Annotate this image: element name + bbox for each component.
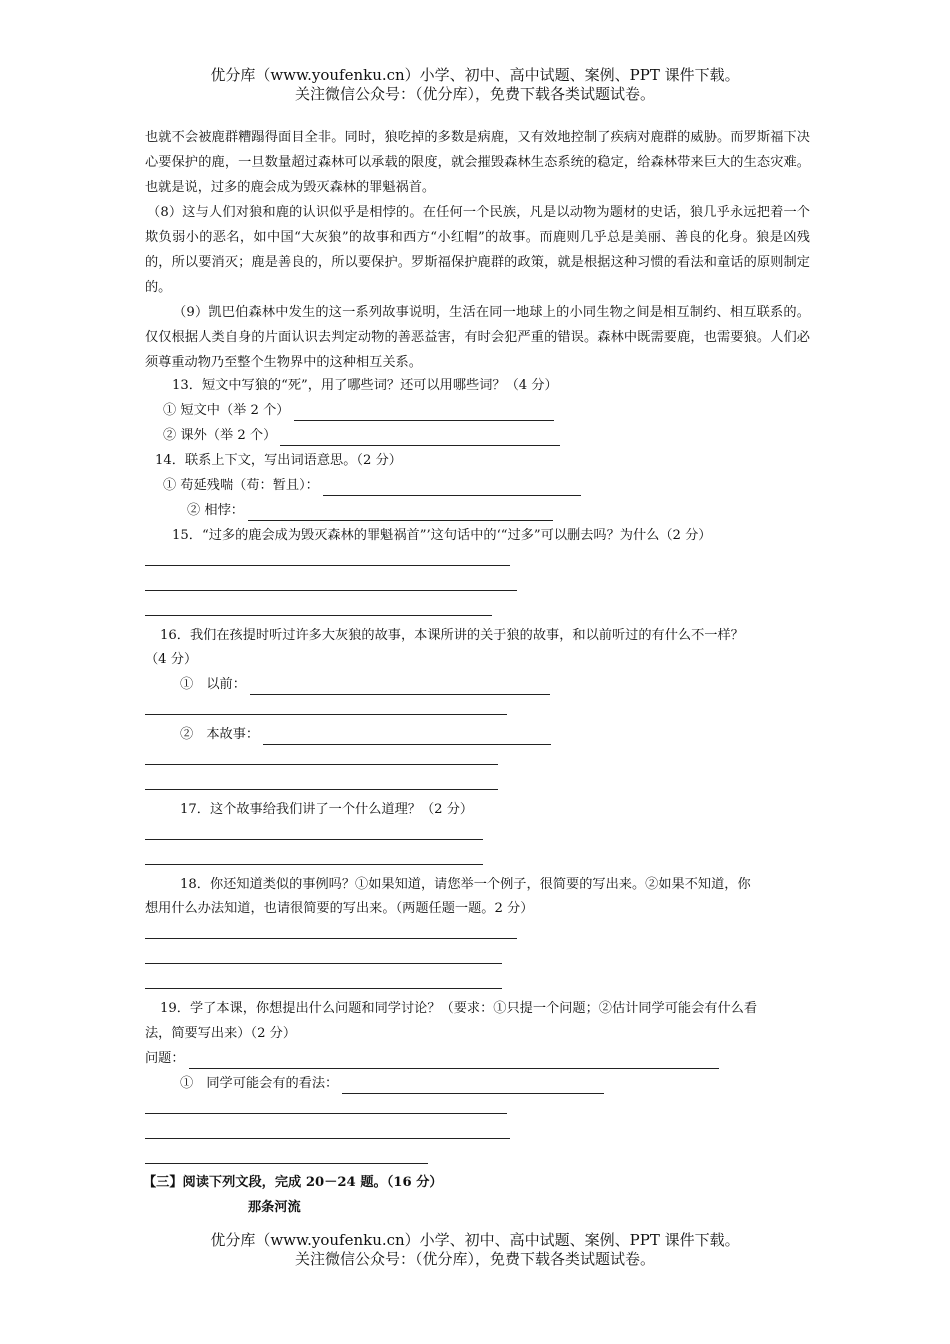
answer-blank-14a[interactable] [323, 481, 581, 496]
question-14-part-b [187, 501, 553, 521]
answer-blank-13b[interactable] [280, 431, 560, 446]
header-line-2: 关注微信公众号：（优分库），免费下载各类试题试卷。 [294, 85, 655, 103]
question-13-part-a [163, 401, 554, 421]
answer-line-17-2[interactable] [145, 864, 483, 865]
question-13-part-b [163, 426, 560, 446]
answer-line-15-3[interactable] [145, 615, 492, 616]
passage-paragraph-7-end: 也就不会被鹿群糟蹋得面目全非。同时，狼吃掉的多数是病鹿，又有效地控制了疾病对鹿群的威胁。而罗斯福下决心要保护的鹿，一旦数量超过森林可以承载的限度，就会摧毁森林生态系统的稳定，给森林带来巨大的生态灾难。也就是说，过多的鹿会成为毁灭森林的罪魁祸首。 [145, 130, 810, 195]
question-19-question-row [145, 1049, 719, 1069]
answer-line-16b-3[interactable] [145, 789, 498, 790]
question-19-question-label: 问题： [145, 1051, 185, 1066]
question-19-opinion-label: ① 同学可能会有的看法： [180, 1076, 339, 1091]
answer-line-16b-2[interactable] [145, 764, 498, 765]
footer-line-1: 优分库（www.youfenku.cn）小学、初中、高中试题、案例、PPT 课件下载。 [210, 1231, 740, 1249]
question-15: 15．“过多的鹿会成为毁灭森林的罪魁祸首”’这句话中的‘“过多”可以删去吗？为什么（2 分） [172, 528, 712, 543]
passage-paragraph-8: （8）这与人们对狼和鹿的认识似乎是相悖的。在任何一个民族，凡是以动物为题材的史话，狼几乎永远把着一个欺负弱小的恶名，如中国“大灰狼”的故事和西方“小红帽”的故事。而鹿则几乎总是美丽、善良的化身。狼是凶残的，所以要消灭；鹿是善良的，所以要保护。罗斯福保护鹿群的政策，就是根据这种习惯的看法和童话的原则制定的。 [145, 205, 810, 295]
answer-blank-16b[interactable] [263, 730, 551, 745]
answer-line-19-3[interactable] [145, 1138, 510, 1139]
answer-line-15-2[interactable] [145, 590, 517, 591]
answer-line-18-1[interactable] [145, 938, 517, 939]
answer-line-18-3[interactable] [145, 988, 502, 989]
question-14-part-b-label: ② 相悖： [187, 503, 244, 518]
answer-line-19-4[interactable] [145, 1163, 428, 1164]
question-16-line-2: （4 分） [145, 652, 198, 667]
question-14-part-a [163, 476, 581, 496]
question-13-part-a-label: ① 短文中（举 2 个） [163, 403, 290, 418]
section-3-heading: 【三】阅读下列文段，完成 20－24 题。（16 分） [143, 1175, 443, 1190]
question-16-part-a-label: ① 以前： [180, 677, 246, 692]
question-16-part-a [180, 675, 550, 695]
section-3-title: 那条河流 [248, 1200, 301, 1215]
answer-line-18-2[interactable] [145, 963, 502, 964]
question-14: 14．联系上下文，写出词语意思。（2 分） [155, 453, 402, 468]
page-header [0, 66, 950, 104]
question-13-part-b-label: ② 课外（举 2 个） [163, 428, 277, 443]
question-16-part-b-label: ② 本故事： [180, 727, 260, 742]
question-14-part-a-label: ① 苟延残喘（苟：暂且）： [163, 478, 319, 493]
answer-line-16a-2[interactable] [145, 714, 507, 715]
footer-line-2: 关注微信公众号：（优分库），免费下载各类试题试卷。 [294, 1250, 655, 1268]
question-18-line-2: 想用什么办法知道，也请很简要的写出来。（两题任题一题。2 分） [145, 901, 534, 916]
answer-line-15-1[interactable] [145, 565, 510, 566]
answer-blank-19-opinion[interactable] [342, 1079, 604, 1094]
question-16-part-b [180, 725, 551, 745]
question-19-line-1: 19．学了本课，你想提出什么问题和同学讨论？（要求：①只提一个问题；②估计同学可能会有什么看 [160, 1001, 758, 1016]
passage-paragraph-9: （9）凯巴伯森林中发生的这一系列故事说明，生活在同一地球上的小同生物之间是相互制约、相互联系的。仅仅根据人类自身的片面认识去判定动物的善恶益害，有时会犯严重的错误。森林中既需要鹿，也需要狼。人们必须尊重动物乃至整个生物界中的这种相互关系。 [145, 305, 810, 370]
question-19-opinion-row [180, 1074, 604, 1094]
question-16-line-1: 16．我们在孩提时听过许多大灰狼的故事，本课所讲的关于狼的故事，和以前听过的有什么不一样？ [160, 628, 744, 643]
answer-blank-14b[interactable] [248, 506, 553, 521]
answer-blank-13a[interactable] [294, 406, 554, 421]
page-footer [0, 1231, 950, 1269]
question-13: 13．短文中写狼的“死”，用了哪些词？还可以用哪些词？（4 分） [172, 378, 558, 393]
answer-blank-19-question[interactable] [189, 1054, 719, 1069]
question-18-line-1: 18．你还知道类似的事例吗？①如果知道，请您举一个例子，很简要的写出来。②如果不知道，你 [180, 877, 751, 892]
answer-line-19-2[interactable] [145, 1113, 507, 1114]
question-17: 17．这个故事给我们讲了一个什么道理？（2 分） [180, 802, 474, 817]
header-line-1: 优分库（www.youfenku.cn）小学、初中、高中试题、案例、PPT 课件下载。 [210, 66, 740, 84]
question-19-line-2: 法，简要写出来）（2 分） [145, 1026, 297, 1041]
answer-blank-16a[interactable] [250, 680, 550, 695]
answer-line-17-1[interactable] [145, 839, 483, 840]
